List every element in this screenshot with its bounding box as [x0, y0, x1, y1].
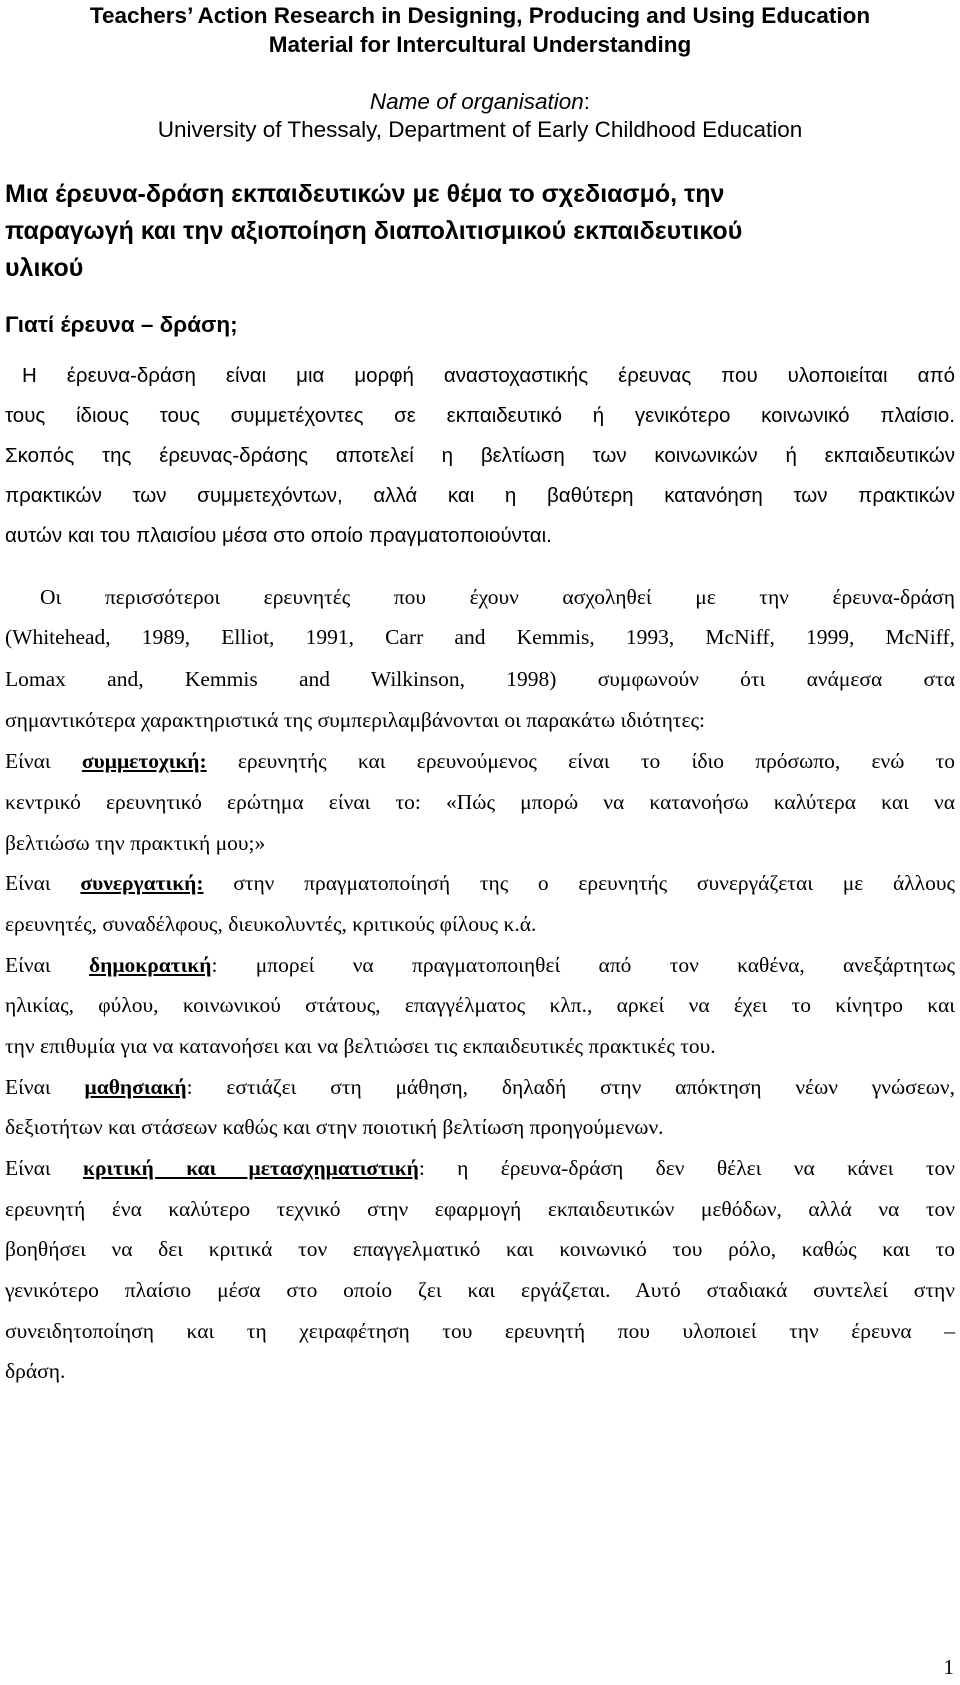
researchers-line-4: σημαντικότερα χαρακτηριστικά της συμπεριλαμβάνονται οι παρακάτω ιδιότητες: [5, 708, 705, 732]
section-heading: Γιατί έρευνα – δράση; [5, 312, 238, 337]
intro-line-1: Η έρευνα-δράση είναι μια μορφή αναστοχαστικής έρευνας που υλοποιείται από [22, 364, 955, 387]
researchers-line-3: Lomax and, Kemmis and Wilkinson, 1998) συμφωνούν ότι ανάμεσα στα [5, 667, 955, 691]
property-participatory-line-1 [5, 742, 955, 780]
property-term-participatory: συμμετοχική: [81, 749, 207, 773]
property-term-learning: μαθησιακή [84, 1075, 187, 1099]
property-participatory-line-2: κεντρικό ερευνητικό ερώτημα είναι το: «Πώς μπορώ να κατανοήσω καλύτερα και να [5, 790, 955, 814]
property-collaborative-line-1 [5, 864, 955, 902]
property-prefix: Είναι [5, 1156, 84, 1180]
organisation-label [0, 88, 960, 116]
greek-title-line-1: Μια έρευνα-δράση εκπαιδευτικών με θέμα το σχεδιασμό, την [5, 180, 725, 208]
property-critical-line-5: συνειδητοποίηση και τη χειραφέτηση του ερευνητή που υλοποιεί την έρευνα – [5, 1319, 955, 1343]
organisation-label-text: Name of organisation [369, 89, 584, 114]
intro-line-4: πρακτικών των συμμετεχόντων, αλλά και η βαθύτερη κατανόηση των πρακτικών [5, 484, 955, 507]
header-title-line-2: Material for Intercultural Understanding [268, 32, 692, 57]
property-prefix: Είναι [5, 953, 89, 977]
property-prefix: Είναι [5, 749, 82, 773]
property-text: : η έρευνα-δράση δεν θέλει να κάνει τον [418, 1156, 956, 1180]
organisation-label-colon: : [583, 89, 591, 114]
property-term-collaborative: συνεργατική: [80, 871, 204, 895]
property-prefix: Είναι [5, 1075, 85, 1099]
property-critical-line-1 [5, 1149, 955, 1187]
property-critical-line-4: γενικότερο πλαίσιο μέσα στο οποίο ζει και εργάζεται. Αυτό σταδιακά συντελεί στην [5, 1278, 955, 1302]
property-collaborative-line-2: ερευνητές, συναδέλφους, διευκολυντές, κριτικούς φίλους κ.ά. [5, 912, 537, 936]
intro-line-2: τους ίδιους τους συμμετέχοντες σε εκπαιδευτικό ή γενικότερο κοινωνικό πλαίσιο. [5, 404, 955, 427]
property-text: : μπορεί να πραγματοποιηθεί από τον καθένα, ανεξάρτητως [211, 953, 956, 977]
property-participatory-line-3: βελτιώσω την πρακτική μου;» [5, 831, 266, 855]
property-learning-line-2: δεξιοτήτων και στάσεων καθώς και στην ποιοτική βελτίωση προηγούμενων. [5, 1115, 664, 1139]
property-text: στην πραγματοποίησή της ο ερευνητής συνεργάζεται με άλλους [203, 871, 956, 895]
property-text: : εστιάζει στη μάθηση, δηλαδή στην απόκτηση νέων γνώσεων, [186, 1075, 955, 1099]
property-democratic-line-3: την επιθυμία για να κατανοήσει και να βελτιώσει τις εκπαιδευτικές πρακτικές του. [5, 1034, 716, 1058]
property-prefix: Είναι [5, 871, 81, 895]
intro-line-5: αυτών και του πλαισίου μέσα στο οποίο πραγματοποιούνται. [5, 524, 552, 547]
property-term-democratic: δημοκρατική [88, 953, 212, 977]
intro-line-3: Σκοπός της έρευνας-δράσης αποτελεί η βελτίωση των κοινωνικών ή εκπαιδευτικών [5, 444, 955, 467]
property-critical-line-6: δράση. [5, 1359, 66, 1383]
property-text: ερευνητής και ερευνούμενος είναι το ίδιο πρόσωπο, ενώ το [206, 749, 956, 773]
greek-title-line-2: παραγωγή και την αξιοποίηση διαπολιτισμικού εκπαιδευτικού [5, 217, 743, 245]
property-democratic-line-2: ηλικίας, φύλου, κοινωνικού στάτους, επαγγέλματος κλπ., αρκεί να έχει το κίνητρο και [5, 993, 955, 1017]
header-title-line-1: Teachers’ Action Research in Designing, Producing and Using Education [89, 3, 871, 28]
organisation-name: University of Thessaly, Department of Early Childhood Education [157, 117, 803, 142]
researchers-line-1: Οι περισσότεροι ερευνητές που έχουν ασχοληθεί με την έρευνα-δράση [40, 585, 955, 609]
property-democratic-line-1 [5, 946, 955, 984]
page-number: 1 [943, 1655, 954, 1679]
greek-title [5, 176, 955, 287]
researchers-line-2: (Whitehead, 1989, Elliot, 1991, Carr and Kemmis, 1993, McNiff, 1999, McNiff, [5, 625, 955, 649]
greek-title-line-3: υλικού [5, 254, 84, 282]
property-critical-line-3: βοηθήσει να δει κριτικά τον επαγγελματικό και κοινωνικό του ρόλο, καθώς και το [5, 1237, 955, 1261]
property-learning-line-1 [5, 1068, 955, 1106]
property-term-critical: κριτική και μετασχηματιστική [83, 1156, 419, 1180]
property-critical-line-2: ερευνητή ένα καλύτερο τεχνικό στην εφαρμογή εκπαιδευτικών μεθόδων, αλλά να τον [5, 1197, 955, 1221]
